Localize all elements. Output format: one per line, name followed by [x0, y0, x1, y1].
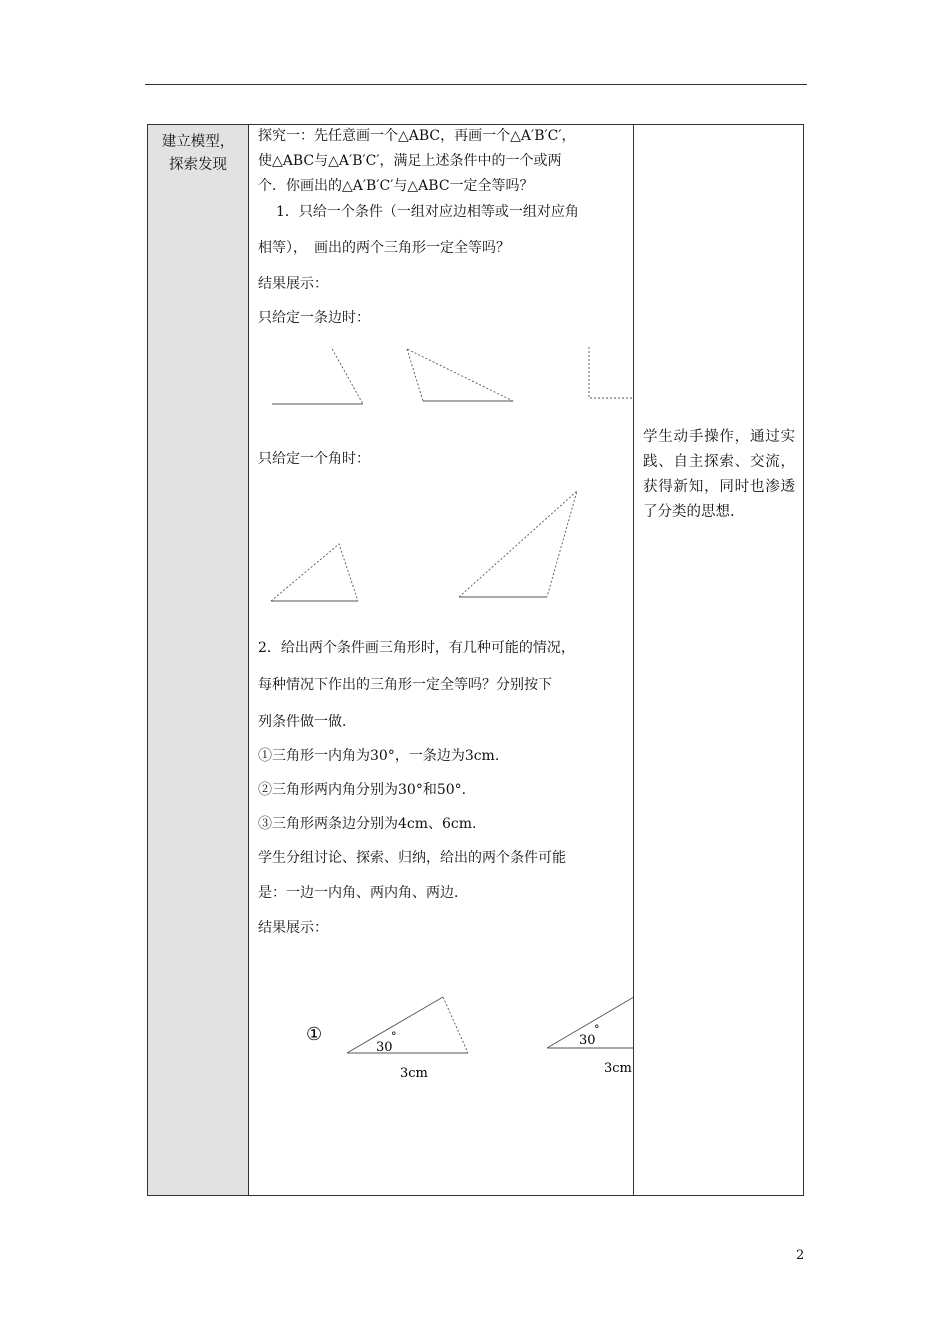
- intro-line: 个．你画出的△A′B′C′与△ABC一定全等吗？: [258, 178, 534, 194]
- stage-title: [148, 125, 248, 183]
- question-1-line: 相等）， 画出的两个三角形一定全等吗？: [258, 240, 510, 256]
- triangle-side-1: [272, 347, 363, 404]
- triangle-angle-1: [271, 544, 358, 601]
- discussion-line: 学生分组讨论、探索、归纳，给出的两个条件可能: [258, 850, 566, 866]
- question-2-line: 列条件做一做．: [258, 714, 356, 730]
- condition-item: ②三角形两内角分别为30°和50°.: [258, 782, 467, 798]
- triangle-angle-2: [459, 491, 577, 597]
- discussion-line: 是：一边一内角、两内角、两边．: [258, 885, 468, 901]
- triangle-cond1-side: [347, 997, 443, 1053]
- stage-cell: [148, 125, 249, 1196]
- stage-title-line: 建立模型，: [161, 134, 235, 150]
- result-label: 结果展示：: [258, 276, 328, 292]
- angle-label: 30: [579, 1033, 596, 1048]
- side-label: 3cm: [604, 1061, 632, 1076]
- angle-label: 30: [376, 1040, 393, 1055]
- intro-line: 使△ABC与△A′B′C′，满足上述条件中的一个或两: [258, 153, 562, 169]
- question-1-line: 1．只给一个条件（一组对应边相等或一组对应角: [276, 204, 579, 220]
- note-cell: [634, 125, 804, 1196]
- triangle-figures: [249, 125, 633, 1195]
- degree-mark: °: [594, 1023, 600, 1036]
- figure-marker: ①: [306, 1024, 323, 1045]
- triangle-side-2: [407, 349, 513, 401]
- teacher-note: 学生动手操作，通过实践、自主探索、交流，获得新知，同时也渗透了分类的思想.: [643, 429, 795, 520]
- question-2-line: 每种情况下作出的三角形一定全等吗？分别按下: [258, 677, 552, 693]
- intro-line: 探究一：先任意画一个△ABC，再画一个△A′B′C′，: [258, 128, 576, 144]
- side-label: 3cm: [400, 1066, 428, 1081]
- triangle-side-3: [589, 347, 634, 398]
- table-row: [148, 125, 804, 1196]
- stage-title-line: 探索发现: [169, 157, 227, 173]
- one-side-label: 只给定一条边时：: [258, 310, 370, 326]
- condition-item: ③三角形两条边分别为4cm、6cm.: [258, 816, 477, 832]
- triangle-cond1-dash: [443, 997, 468, 1053]
- content-cell: [249, 125, 634, 1196]
- lesson-table: [147, 124, 804, 1196]
- question-2-line: 2．给出两个条件画三角形时，有几种可能的情况，: [258, 640, 575, 656]
- condition-item: ①三角形一内角为30°，一条边为3cm.: [258, 748, 500, 764]
- result-label: 结果展示：: [258, 920, 328, 936]
- degree-mark: °: [391, 1030, 397, 1043]
- content-area: [249, 125, 633, 1195]
- page-number: 2: [796, 1248, 805, 1263]
- header-rule: [145, 84, 807, 85]
- one-angle-label: 只给定一个角时：: [258, 451, 370, 467]
